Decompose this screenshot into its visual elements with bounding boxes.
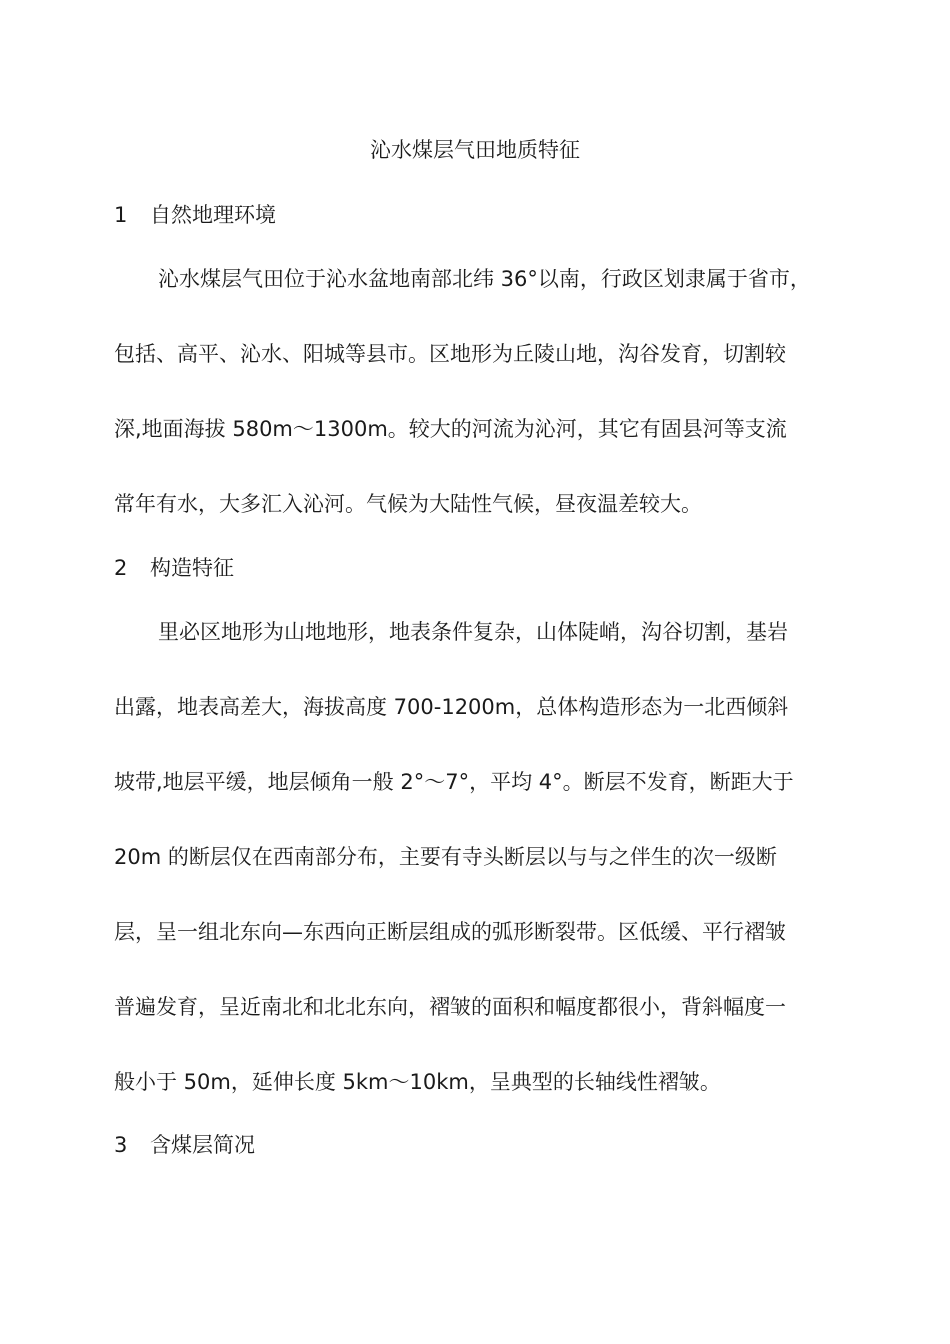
section-number: 1 — [114, 203, 128, 227]
section-title: 含煤层简况 — [150, 1133, 255, 1157]
paragraph-line: 普遍发育，呈近南北和北北东向，褶皱的面积和幅度都很小，背斜幅度一 — [114, 995, 786, 1019]
section-heading-1 — [114, 201, 276, 229]
paragraph-line: 沁水煤层气田位于沁水盆地南部北纬 36°以南，行政区划隶属于省市， — [158, 267, 811, 291]
section-heading-3 — [114, 1131, 255, 1159]
paragraph-line: 出露，地表高差大，海拔高度 700-1200m，总体构造形态为一北西倾斜 — [114, 695, 789, 719]
paragraph-line: 20m 的断层仅在西南部分布，主要有寺头断层以与与之伴生的次一级断 — [114, 845, 777, 869]
paragraph-line: 包括、高平、沁水、阳城等县市。区地形为丘陵山地，沟谷发育，切割较 — [114, 342, 786, 366]
section-title: 自然地理环境 — [150, 203, 276, 227]
section-1-paragraph — [114, 242, 838, 542]
paragraph-line: 坡带,地层平缓，地层倾角一般 2°～7°，平均 4°。断层不发育，断距大于 — [114, 770, 794, 794]
paragraph-line: 般小于 50m，延伸长度 5km～10km，呈典型的长轴线性褶皱。 — [114, 1070, 721, 1094]
section-title: 构造特征 — [150, 556, 234, 580]
section-2-paragraph — [114, 595, 838, 1120]
paragraph-line: 深,地面海拔 580m～1300m。较大的河流为沁河，其它有固县河等支流 — [114, 417, 787, 441]
section-number: 2 — [114, 556, 128, 580]
section-heading-2 — [114, 554, 234, 582]
document-title: 沁水煤层气田地质特征 — [370, 138, 580, 162]
paragraph-line: 里必区地形为山地地形，地表条件复杂，山体陡峭，沟谷切割，基岩 — [158, 620, 788, 644]
paragraph-line: 层，呈一组北东向—东西向正断层组成的弧形断裂带。区低缓、平行褶皱 — [114, 920, 786, 944]
section-number: 3 — [114, 1133, 128, 1157]
paragraph-line: 常年有水，大多汇入沁河。气候为大陆性气候，昼夜温差较大。 — [114, 492, 702, 516]
